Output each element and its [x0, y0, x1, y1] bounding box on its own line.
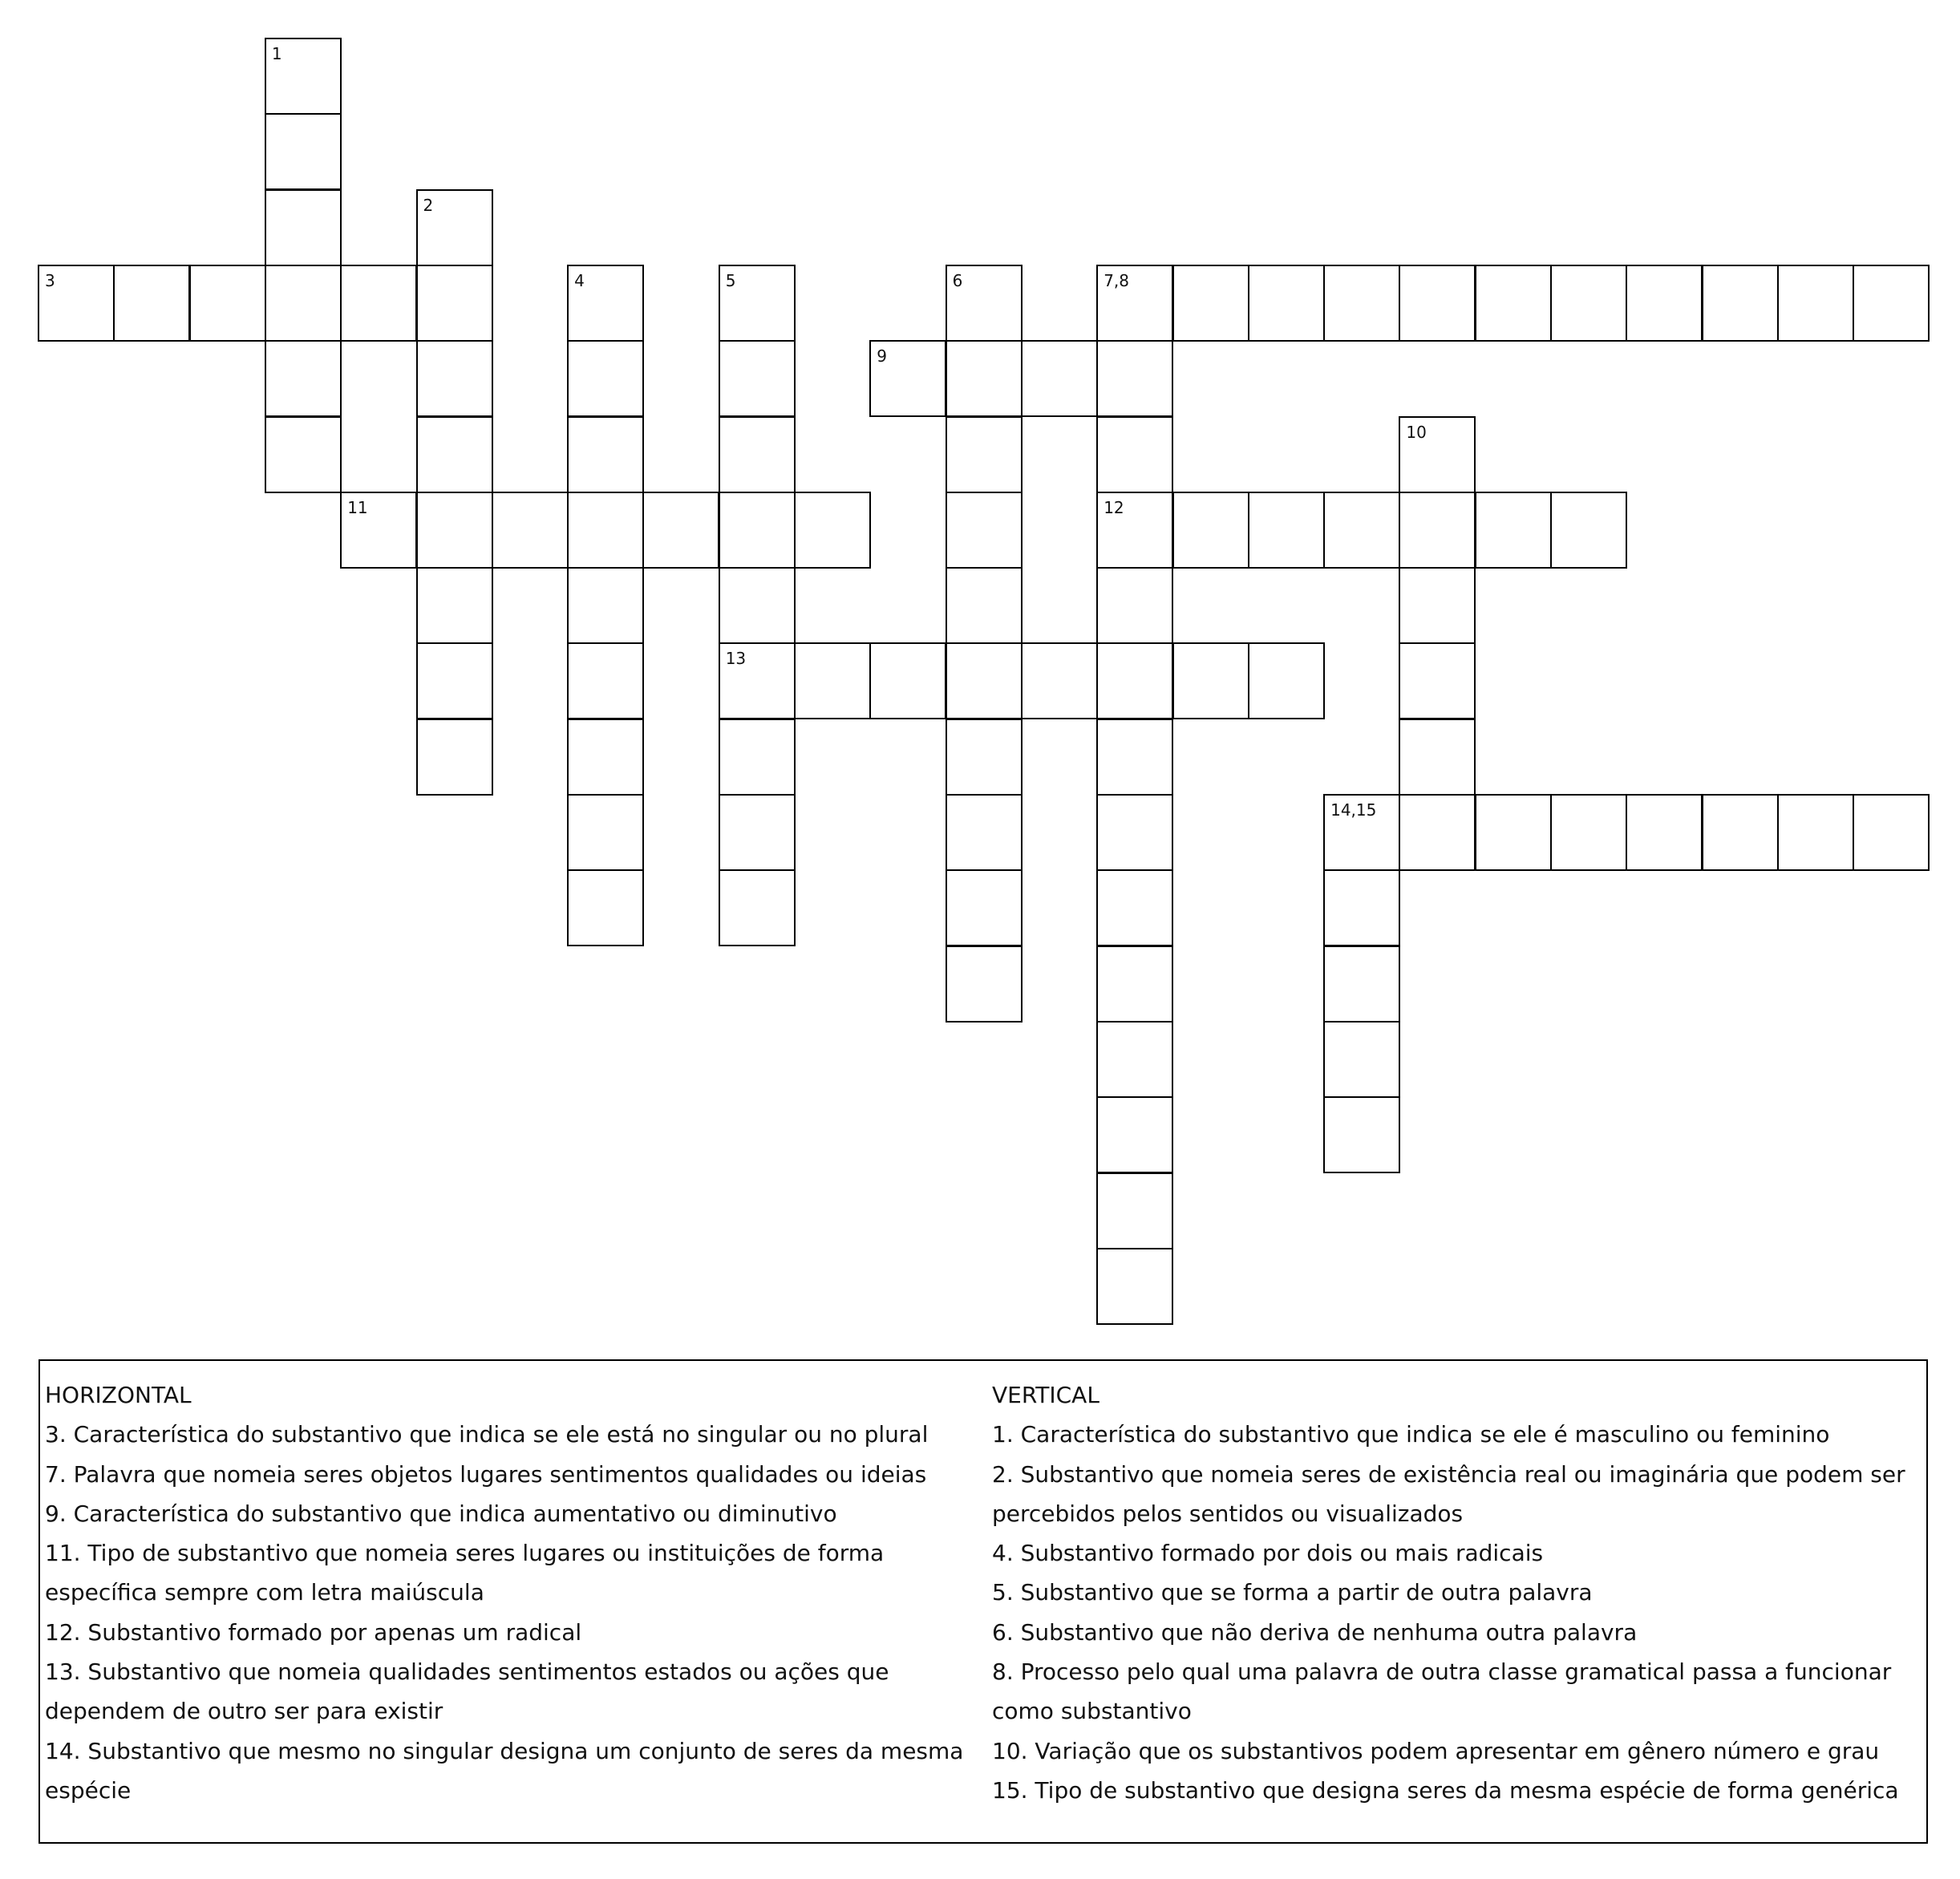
- grid-cell[interactable]: [1399, 719, 1476, 796]
- grid-cell[interactable]: [1399, 642, 1476, 719]
- clue-down-10: 10. Variação que os substantivos podem apresentar em gênero número e grau: [992, 1737, 1880, 1764]
- grid-cell[interactable]: [567, 340, 644, 417]
- grid-cell[interactable]: [416, 189, 493, 266]
- grid-cell[interactable]: [1096, 946, 1173, 1023]
- grid-cell[interactable]: [946, 794, 1023, 871]
- grid-cell[interactable]: [1475, 265, 1552, 342]
- grid-cell[interactable]: [869, 340, 946, 417]
- grid-cell[interactable]: [1399, 794, 1476, 871]
- cell-number: 6: [952, 270, 963, 290]
- grid-cell[interactable]: [946, 869, 1023, 946]
- grid-cell[interactable]: [189, 265, 266, 342]
- grid-cell[interactable]: [492, 492, 569, 569]
- clue-across-7: 7. Palavra que nomeia seres objetos lugares sentimentos qualidades ou ideias: [45, 1460, 927, 1488]
- grid-cell[interactable]: [719, 794, 796, 871]
- grid-cell[interactable]: [1323, 1021, 1400, 1098]
- grid-cell[interactable]: [113, 265, 190, 342]
- grid-cell[interactable]: [1096, 642, 1173, 719]
- grid-cell[interactable]: [1248, 642, 1325, 719]
- grid-cell[interactable]: [1323, 869, 1400, 946]
- cell-number: 10: [1406, 422, 1427, 442]
- grid-cell[interactable]: [1096, 794, 1173, 871]
- grid-cell[interactable]: [567, 492, 644, 569]
- cell-number: 3: [45, 270, 55, 290]
- grid-cell[interactable]: [719, 567, 796, 644]
- grid-cell[interactable]: [1021, 340, 1098, 417]
- clue-across-3: 3. Característica do substantivo que indica se ele está no singular ou no plural: [45, 1421, 929, 1448]
- grid-cell[interactable]: [1021, 642, 1098, 719]
- grid-cell[interactable]: [946, 642, 1023, 719]
- grid-cell[interactable]: [1096, 719, 1173, 796]
- grid-cell[interactable]: [719, 416, 796, 493]
- grid-cell[interactable]: [265, 113, 342, 190]
- grid-cell[interactable]: [1172, 642, 1249, 719]
- grid-cell[interactable]: [719, 265, 796, 342]
- cell-number: 5: [725, 270, 736, 290]
- grid-cell[interactable]: [567, 567, 644, 644]
- grid-cell[interactable]: [567, 265, 644, 342]
- grid-cell[interactable]: [265, 38, 342, 115]
- grid-cell[interactable]: [416, 642, 493, 719]
- grid-cell[interactable]: [719, 642, 796, 719]
- grid-cell[interactable]: [567, 794, 644, 871]
- grid-cell[interactable]: [642, 492, 719, 569]
- grid-cell[interactable]: [719, 492, 796, 569]
- cell-number: 13: [725, 649, 747, 669]
- grid-cell[interactable]: [1323, 794, 1400, 871]
- grid-cell[interactable]: [1096, 1248, 1173, 1325]
- clue-down-4: 4. Substantivo formado por dois ou mais radicais: [992, 1540, 1544, 1567]
- grid-cell[interactable]: [719, 340, 796, 417]
- grid-cell[interactable]: [946, 492, 1023, 569]
- grid-cell[interactable]: [794, 492, 871, 569]
- grid-cell[interactable]: [946, 719, 1023, 796]
- clue-down-8: 8. Processo pelo qual uma palavra de outra classe gramatical passa a funcionar como substantivo: [992, 1658, 1892, 1725]
- grid-cell[interactable]: [416, 265, 493, 342]
- grid-cell[interactable]: [1626, 265, 1703, 342]
- grid-cell[interactable]: [1323, 265, 1400, 342]
- grid-cell[interactable]: [1853, 794, 1930, 871]
- grid-cell[interactable]: [1550, 794, 1627, 871]
- clue-down-6: 6. Substantivo que não deriva de nenhuma outra palavra: [992, 1618, 1638, 1646]
- grid-cell[interactable]: [1702, 794, 1779, 871]
- grid-cell[interactable]: [1777, 794, 1854, 871]
- cell-number: 7,8: [1104, 270, 1129, 290]
- grid-cell[interactable]: [567, 642, 644, 719]
- grid-cell[interactable]: [1399, 416, 1476, 493]
- clue-across-12: 12. Substantivo formado por apenas um radical: [45, 1618, 582, 1646]
- grid-cell[interactable]: [265, 189, 342, 266]
- grid-cell[interactable]: [1096, 1172, 1173, 1249]
- cell-number: 12: [1104, 497, 1124, 517]
- grid-cell[interactable]: [1550, 492, 1627, 569]
- grid-cell[interactable]: [1475, 794, 1552, 871]
- grid-cell[interactable]: [1399, 567, 1476, 644]
- clue-down-15: 15. Tipo de substantivo que designa seres da mesma espécie de forma genérica: [992, 1776, 1899, 1804]
- grid-cell[interactable]: [1475, 492, 1552, 569]
- grid-cell[interactable]: [1096, 416, 1173, 493]
- clue-across-11: 11. Tipo de substantivo que nomeia seres lugares ou instituições de forma específica sempre com letra maiúscula: [45, 1540, 885, 1606]
- grid-cell[interactable]: [1399, 492, 1476, 569]
- grid-cell[interactable]: [1777, 265, 1854, 342]
- vertical-clues-column: [992, 1375, 1914, 1810]
- grid-cell[interactable]: [265, 265, 342, 342]
- grid-cell[interactable]: [1096, 265, 1173, 342]
- grid-cell[interactable]: [946, 265, 1023, 342]
- grid-cell[interactable]: [869, 642, 946, 719]
- grid-cell[interactable]: [1323, 1096, 1400, 1173]
- grid-cell[interactable]: [416, 719, 493, 796]
- grid-cell[interactable]: [1096, 1096, 1173, 1173]
- grid-cell[interactable]: [946, 340, 1023, 417]
- grid-cell[interactable]: [1096, 340, 1173, 417]
- grid-cell[interactable]: [1399, 265, 1476, 342]
- clue-down-2: 2. Substantivo que nomeia seres de existência real ou imaginária que podem ser percebidos pelos sentidos ou visualizados: [992, 1460, 1905, 1527]
- grid-cell[interactable]: [416, 340, 493, 417]
- grid-cell[interactable]: [1626, 794, 1703, 871]
- horizontal-heading: HORIZONTAL: [45, 1382, 192, 1408]
- grid-cell[interactable]: [1702, 265, 1779, 342]
- grid-cell[interactable]: [946, 946, 1023, 1023]
- clue-down-1: 1. Característica do substantivo que indica se ele é masculino ou feminino: [992, 1421, 1830, 1448]
- grid-cell[interactable]: [1323, 492, 1400, 569]
- clue-across-9: 9. Característica do substantivo que indica aumentativo ou diminutivo: [45, 1500, 837, 1527]
- grid-cell[interactable]: [265, 416, 342, 493]
- grid-cell[interactable]: [38, 265, 115, 342]
- grid-cell[interactable]: [946, 416, 1023, 493]
- grid-cell[interactable]: [1096, 869, 1173, 946]
- grid-cell[interactable]: [567, 416, 644, 493]
- grid-cell[interactable]: [567, 869, 644, 946]
- cell-number: 2: [423, 195, 434, 215]
- cell-number: 1: [271, 44, 282, 63]
- horizontal-clues-column: [45, 1375, 983, 1810]
- vertical-heading: VERTICAL: [992, 1382, 1099, 1408]
- grid-cell[interactable]: [1853, 265, 1930, 342]
- grid-cell[interactable]: [1248, 265, 1325, 342]
- grid-cell[interactable]: [1550, 265, 1627, 342]
- clue-across-14: 14. Substantivo que mesmo no singular designa um conjunto de seres da mesma espécie: [45, 1737, 964, 1804]
- cell-number: 9: [877, 346, 888, 366]
- grid-cell[interactable]: [1248, 492, 1325, 569]
- grid-cell[interactable]: [1172, 265, 1249, 342]
- grid-cell[interactable]: [1172, 492, 1249, 569]
- grid-cell[interactable]: [416, 416, 493, 493]
- grid-cell[interactable]: [265, 340, 342, 417]
- grid-cell[interactable]: [340, 265, 417, 342]
- cell-number: 11: [347, 497, 368, 517]
- grid-cell[interactable]: [719, 869, 796, 946]
- grid-cell[interactable]: [1096, 1021, 1173, 1098]
- cell-number: 14,15: [1330, 800, 1377, 820]
- clue-down-5: 5. Substantivo que se forma a partir de outra palavra: [992, 1579, 1593, 1606]
- grid-cell[interactable]: [1096, 567, 1173, 644]
- grid-cell[interactable]: [416, 492, 493, 569]
- grid-cell[interactable]: [1096, 492, 1173, 569]
- grid-cell[interactable]: [1323, 946, 1400, 1023]
- grid-cell[interactable]: [567, 719, 644, 796]
- grid-cell[interactable]: [794, 642, 871, 719]
- grid-cell[interactable]: [416, 567, 493, 644]
- clues-box: [38, 1359, 1928, 1844]
- clue-across-13: 13. Substantivo que nomeia qualidades sentimentos estados ou ações que dependem de outro ser para existir: [45, 1658, 889, 1725]
- cell-number: 4: [574, 270, 585, 290]
- grid-cell[interactable]: [719, 719, 796, 796]
- grid-cell[interactable]: [340, 492, 417, 569]
- grid-cell[interactable]: [946, 567, 1023, 644]
